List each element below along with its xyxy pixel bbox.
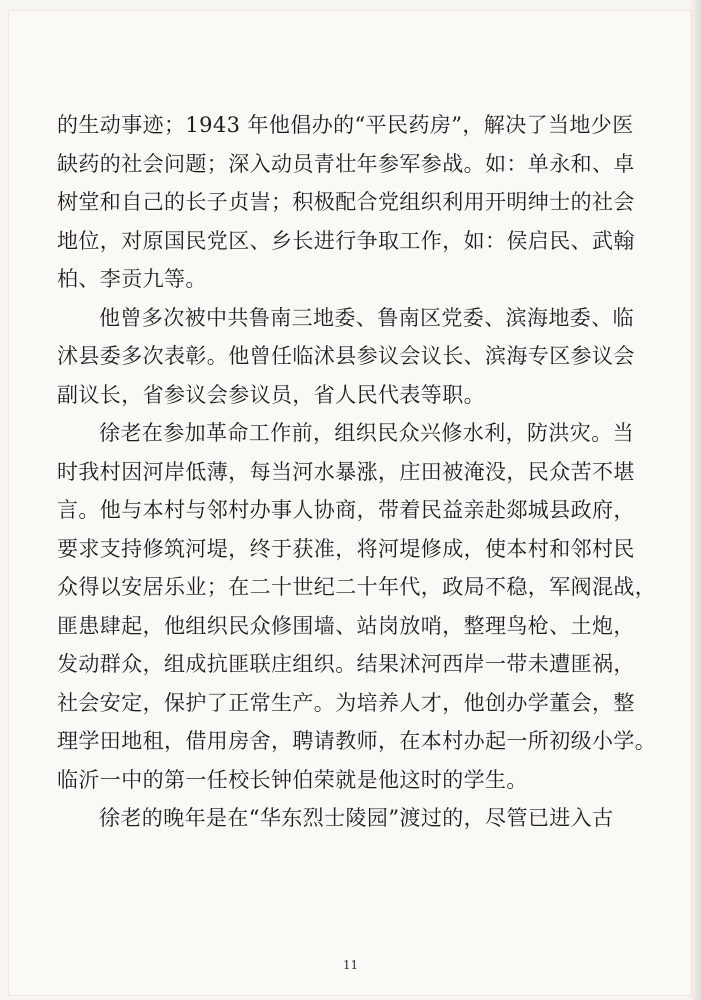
text-line: 要求支持修筑河堤，终于获准，将河堤修成，使本村和邻村民 [57,536,635,561]
text-line: 理学田地租，借用房舍，聘请教师，在本村办起一所初级小学。 [57,729,657,753]
text-line: 柏、李贡九等。 [57,267,207,291]
paragraph [57,106,635,299]
text-line: 言。他与本村与邻村办事人协商，带着民益亲赴郯城县政府， [57,498,635,522]
text-line: 发动群众，组成抗匪联庄组织。结果沭河西岸一带未遭匪祸， [57,652,635,676]
text-line: 副议长，省参议会参议员，省人民代表等职。 [57,382,485,407]
text-line: 众得以安居乐业；在二十世纪二十年代，政局不稳，军阀混战， [57,575,657,599]
text-line: 他曾多次被中共鲁南三地委、鲁南区党委、滨海地委、临 [99,305,634,330]
paragraph [57,414,657,799]
text-line: 徐老的晚年是在“华东烈士陵园”渡过的，尽管已进入古 [99,806,614,830]
text-line: 时我村因河岸低薄，每当河水暴涨，庄田被淹没，民众苦不堪 [57,459,635,484]
text-line: 临沂一中的第一任校长钟伯荣就是他这时的学生。 [57,767,528,792]
text-line: 树堂和自己的长子贞訔；积极配合党组织利用开明绅士的社会 [57,190,635,214]
text-line: 沭县委多次表彰。他曾任临沭县参议会议长、滨海专区参议会 [57,344,635,368]
paragraph [57,799,617,838]
page-edge-shadow [689,0,701,1000]
text-line: 匪患肆起，他组织民众修围墙、站岗放哨，整理鸟枪、土炮， [57,613,635,638]
body-text [57,106,657,838]
text-line: 缺药的社会问题；深入动员青壮年参军参战。如：单永和、卓 [57,151,635,176]
page-number: 11 [342,958,359,972]
text-line: 地位，对原国民党区、乡长进行争取工作，如：侯启民、武翰 [57,228,635,253]
paragraph [57,299,635,415]
text-line: 徐老在参加革命工作前，组织民众兴修水利，防洪灾。当 [99,421,634,445]
text-line: 的生动事迹；1943 年他倡办的“平民药房”，解决了当地少医 [57,113,634,137]
text-line: 社会安定，保护了正常生产。为培养人才，他创办学董会，整 [57,690,635,715]
